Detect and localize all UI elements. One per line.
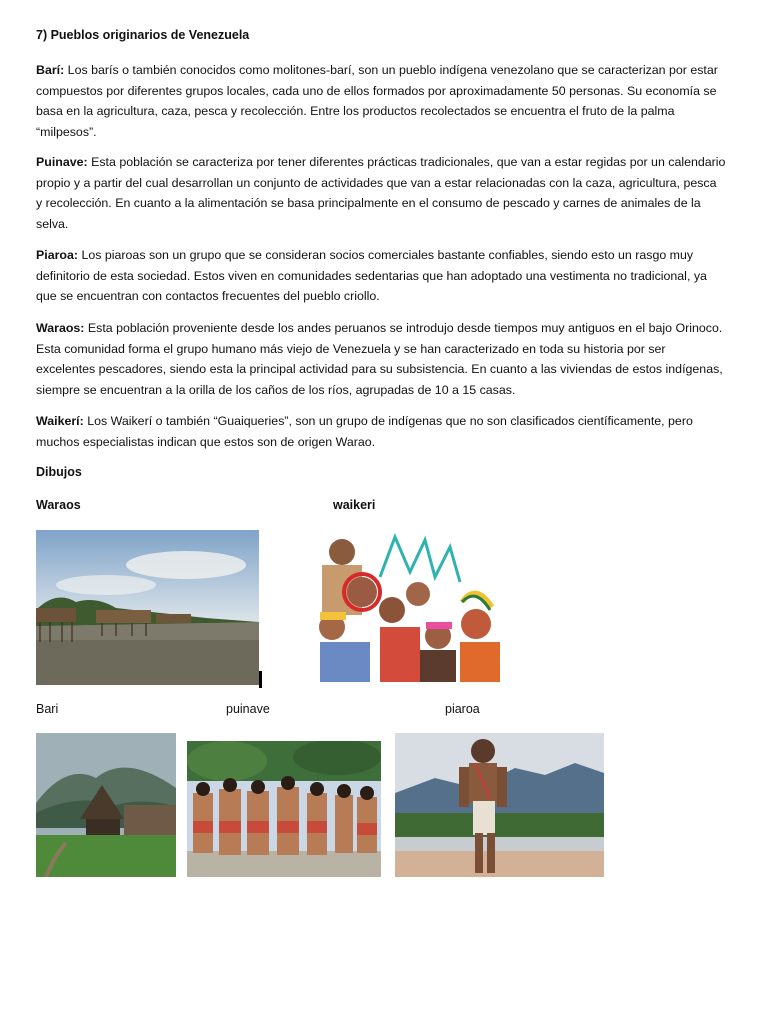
piaroa-photo <box>395 733 604 877</box>
paragraph-bari <box>36 60 726 142</box>
paragraph-heading: Piaroa: <box>36 248 79 262</box>
label-waraos: Waraos <box>36 498 81 512</box>
paragraph-piaroa <box>36 245 726 307</box>
paragraph-heading: Waikerí: <box>36 414 84 428</box>
paragraph-text: Esta población proveniente desde los andes peruanos se introdujo desde tiempos muy antiguos en el bajo Orinoco. Esta comunidad forma el grupo humano más viejo de Venezuela y se han caracterizado en toda su historia por ser excelentes pescadores, siendo esta la principal actividad para su subsistencia. En cuanto a las viviendas de estos indígenas, siempre se encuentran a la orilla de los caños de los ríos, agrupadas de 10 a 15 casas. <box>36 321 723 397</box>
puinave-photo <box>187 741 381 877</box>
paragraph-heading: Puinave: <box>36 155 88 169</box>
text-cursor-marker <box>259 671 262 688</box>
paragraph-waikeri <box>36 411 726 452</box>
paragraph-text: Los piaroas son un grupo que se consideran socios comerciales bastante confiables, siendo esto un rasgo muy definitorio de esta sociedad. Estos viven en comunidades sedentarias que han adoptado una vestimenta no tradicional, ya que se encuentran con contactos frecuentes del pueblo criollo. <box>36 248 707 304</box>
waikeri-collage <box>300 532 502 682</box>
paragraph-puinave <box>36 152 726 234</box>
label-piaroa: piaroa <box>445 702 480 716</box>
dibujos-label: Dibujos <box>36 465 82 479</box>
label-waikeri: waikeri <box>333 498 376 512</box>
paragraph-text: Esta población se caracteriza por tener diferentes prácticas tradicionales, que van a estar regidas por un calendario propio y a partir del cual desarrollan un conjunto de actividades que van a estar relacionadas con la caza, agricultura, pesca y recolección. En cuanto a la alimentación se basa principalmente en el consumo de pescado y carnes de animales de la selva. <box>36 155 726 231</box>
paragraph-waraos <box>36 318 726 400</box>
paragraph-heading: Barí: <box>36 63 65 77</box>
paragraph-text: Los barís o también conocidos como molitones-barí, son un pueblo indígena venezolano que se caracterizan por estar compuestos por diferentes grupos locales, cada uno de ellos formados por aproximadamente 50 personas. Su economía se basa en la agricultura, caza, pesca y recolección. Entre los productos recolectados se encuentra el fruto de la palma “milpesos”. <box>36 63 718 139</box>
bari-photo <box>36 733 176 877</box>
paragraph-heading: Waraos: <box>36 321 85 335</box>
label-puinave: puinave <box>226 702 270 716</box>
document-title: 7) Pueblos originarios de Venezuela <box>36 28 250 42</box>
paragraph-text: Los Waikerí o también “Guaiqueries”, son un grupo de indígenas que no son clasificados científicamente, pero muchos especialistas indican que estos son de origen Warao. <box>36 414 693 449</box>
label-bari: Bari <box>36 702 59 716</box>
waraos-photo <box>36 530 259 685</box>
